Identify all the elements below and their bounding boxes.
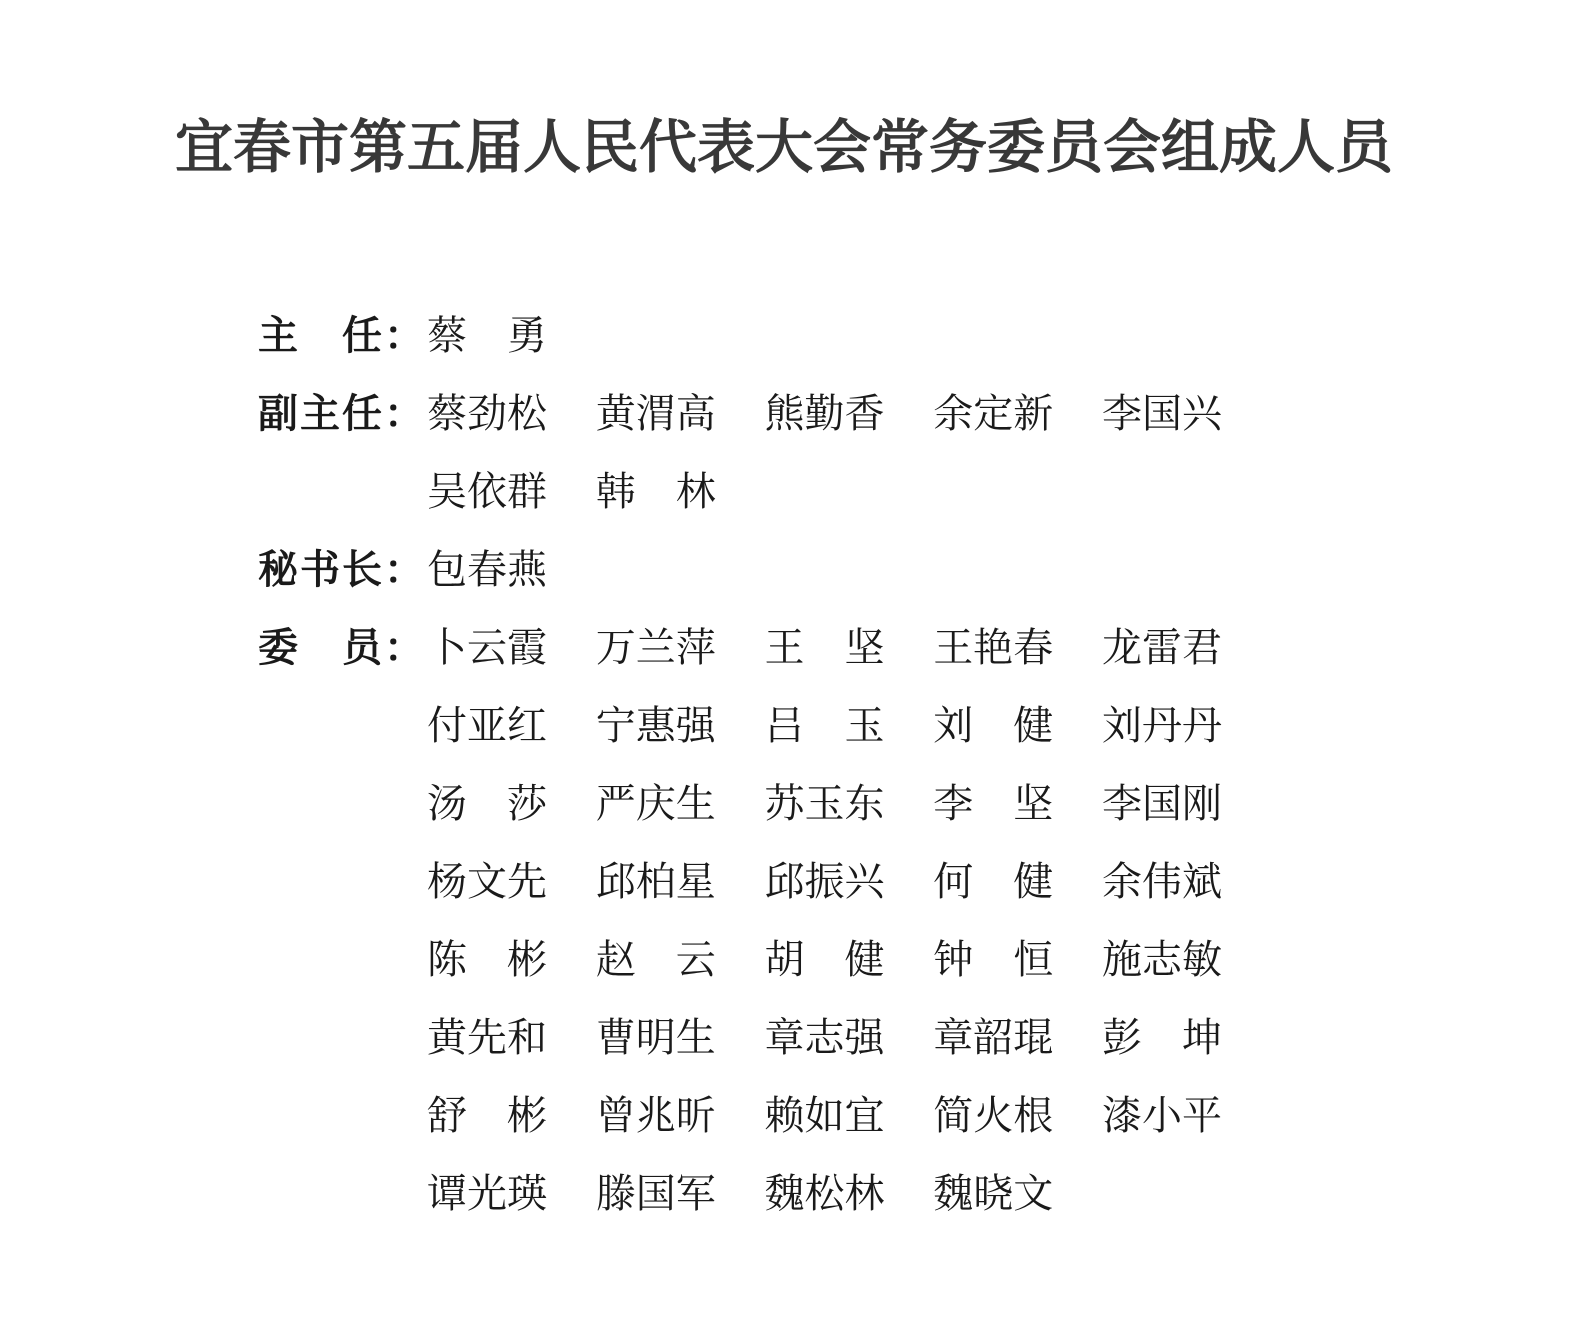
member-name: 王艳春 xyxy=(933,625,1054,671)
section-members xyxy=(258,609,1278,1233)
member-name: 韩 林 xyxy=(595,469,716,515)
section-label: 秘书长： xyxy=(258,547,426,593)
member-name: 刘 健 xyxy=(933,703,1054,749)
member-name: 吕 玉 xyxy=(764,703,885,749)
section-secretary-general xyxy=(258,531,1278,609)
member-name: 李 坚 xyxy=(933,781,1054,827)
member-name: 刘丹丹 xyxy=(1102,703,1222,749)
member-name: 黄渭高 xyxy=(595,391,716,437)
member-name: 吴依群 xyxy=(427,469,547,515)
member-name: 龙雷君 xyxy=(1102,625,1222,671)
name-list xyxy=(427,609,1271,1233)
member-name: 李国兴 xyxy=(1102,391,1222,437)
member-name: 汤 莎 xyxy=(427,781,547,827)
member-name: 钟 恒 xyxy=(933,937,1054,983)
section-label: 副主任： xyxy=(258,391,426,437)
member-name: 邱柏星 xyxy=(595,859,716,905)
member-name: 何 健 xyxy=(933,859,1054,905)
document-title: 宜春市第五届人民代表大会常务委员会组成人员 xyxy=(174,113,1393,181)
member-name: 舒 彬 xyxy=(427,1093,547,1139)
member-name: 苏玉东 xyxy=(764,781,885,827)
member-name: 蔡劲松 xyxy=(427,391,547,437)
member-name: 余定新 xyxy=(933,391,1054,437)
member-name: 简火根 xyxy=(933,1093,1054,1139)
member-name: 施志敏 xyxy=(1102,937,1222,983)
member-name: 黄先和 xyxy=(427,1015,547,1061)
member-name: 邱振兴 xyxy=(764,859,885,905)
member-name: 曹明生 xyxy=(595,1015,716,1061)
member-name: 滕国军 xyxy=(595,1171,716,1217)
name-list xyxy=(427,531,1271,609)
member-name: 漆小平 xyxy=(1102,1093,1222,1139)
member-name: 赖如宜 xyxy=(764,1093,885,1139)
member-name: 陈 彬 xyxy=(427,937,547,983)
section-deputy-directors xyxy=(258,375,1278,531)
member-name: 章志强 xyxy=(764,1015,885,1061)
member-name: 付亚红 xyxy=(427,703,547,749)
section-label: 委 员： xyxy=(258,625,426,671)
name-list xyxy=(427,297,1271,375)
section-label: 主 任： xyxy=(258,313,426,359)
member-name: 王 坚 xyxy=(764,625,885,671)
member-name: 魏松林 xyxy=(764,1171,885,1217)
section-director xyxy=(258,297,1278,375)
member-name: 杨文先 xyxy=(427,859,547,905)
member-name: 卜云霞 xyxy=(427,625,547,671)
member-name: 赵 云 xyxy=(595,937,716,983)
name-list xyxy=(427,375,1271,531)
member-name: 宁惠强 xyxy=(595,703,716,749)
member-name: 谭光瑛 xyxy=(427,1171,547,1217)
member-name: 余伟斌 xyxy=(1102,859,1222,905)
member-name: 李国刚 xyxy=(1102,781,1222,827)
member-name: 魏晓文 xyxy=(933,1171,1054,1217)
member-name: 熊勤香 xyxy=(764,391,885,437)
member-name: 彭 坤 xyxy=(1102,1015,1222,1061)
member-name: 曾兆昕 xyxy=(595,1093,716,1139)
member-name: 胡 健 xyxy=(764,937,885,983)
member-name: 万兰萍 xyxy=(595,625,716,671)
member-name: 蔡 勇 xyxy=(427,313,547,359)
member-name: 包春燕 xyxy=(427,547,547,593)
member-name: 严庆生 xyxy=(595,781,716,827)
member-name: 章韶琨 xyxy=(933,1015,1054,1061)
roster xyxy=(258,297,1278,1233)
